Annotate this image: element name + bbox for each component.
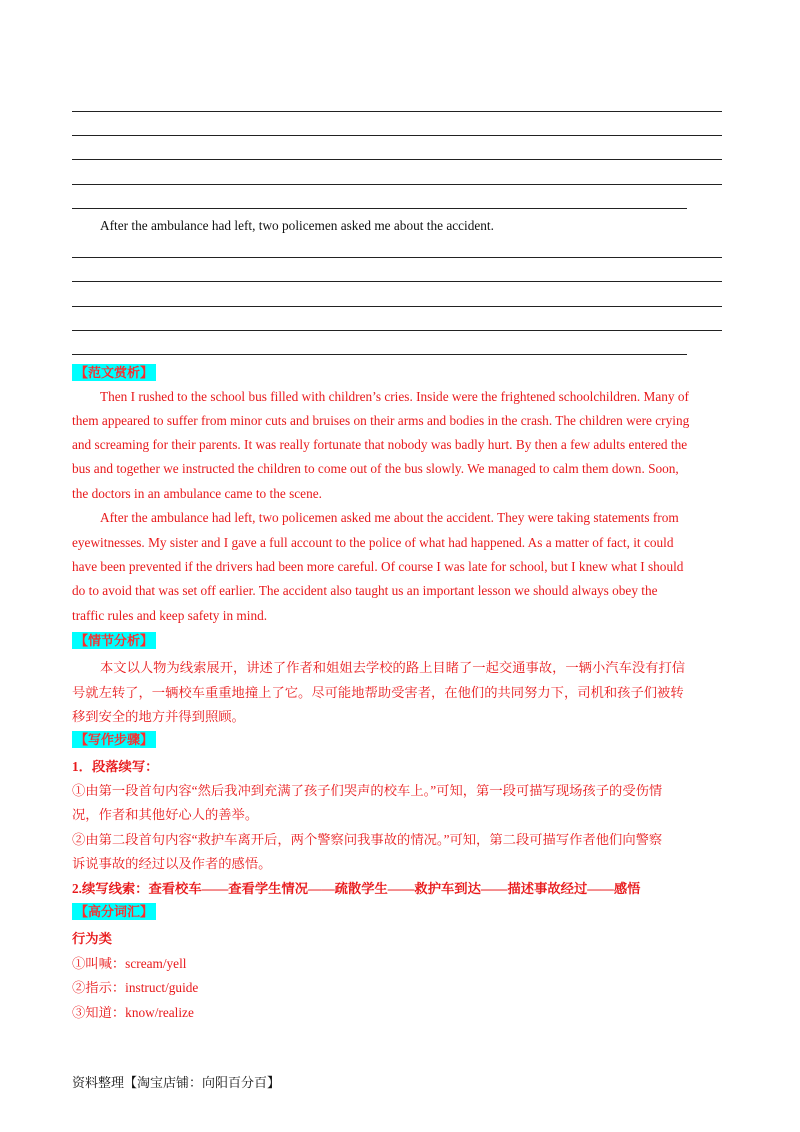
writing-line — [72, 354, 687, 355]
model-essay-line: After the ambulance had left, two policemen asked me about the accident. They were taking statements from — [100, 510, 679, 525]
vocab-item: ①叫喊：scream/yell — [72, 956, 187, 971]
writing-line — [72, 281, 722, 282]
writing-steps-tag: 【写作步骤】 — [72, 731, 156, 748]
model-essay-line: have been prevented if the drivers had been more careful. Of course I was late for school, but I knew what I should — [72, 559, 684, 574]
steps-heading-1: 1．段落续写： — [72, 759, 159, 774]
writing-line — [72, 184, 722, 185]
steps-heading-2: 2.续写线索：查看校车——查看学生情况——疏散学生——救护车到达——描述事故经过——感悟 — [72, 881, 641, 896]
vocab-tag: 【高分词汇】 — [72, 903, 156, 920]
paragraph2-start: After the ambulance had left, two policemen asked me about the accident. — [100, 218, 494, 233]
plot-analysis-line: 移到安全的地方并得到照顾。 — [72, 709, 245, 724]
steps-item-2: ②由第二段首句内容“救护车离开后，两个警察问我事故的情况。”可知，第二段可描写作者他们向警察 — [72, 832, 663, 847]
writing-line — [72, 135, 722, 136]
writing-line — [72, 257, 722, 258]
model-essay-line: and screaming for their parents. It was really fortunate that nobody was badly hurt. By then a few adults entered the — [72, 437, 688, 452]
writing-line — [72, 306, 722, 307]
writing-line — [72, 111, 722, 112]
plot-analysis-tag: 【情节分析】 — [72, 632, 156, 649]
model-essay-line: bus and together we instructed the children to come out of the bus slowly. We managed to calm them down. Soon, — [72, 461, 679, 476]
vocab-category: 行为类 — [72, 931, 112, 946]
model-essay-tag: 【范文赏析】 — [72, 364, 156, 381]
model-essay-line: the doctors in an ambulance came to the scene. — [72, 486, 322, 501]
page-footer: 资料整理【淘宝店铺：向阳百分百】 — [72, 1075, 281, 1090]
plot-analysis-line: 本文以人物为线索展开，讲述了作者和姐姐去学校的路上目睹了一起交通事故，一辆小汽车没有打信 — [100, 660, 686, 675]
steps-item-1-cont: 况，作者和其他好心人的善举。 — [72, 807, 259, 822]
writing-line — [72, 330, 722, 331]
model-essay-line: traffic rules and keep safety in mind. — [72, 608, 268, 623]
writing-line — [72, 159, 722, 160]
model-essay-line: do to avoid that was set off earlier. The accident also taught us an important lesson we should always obey the — [72, 583, 658, 598]
vocab-item: ③知道：know/realize — [72, 1005, 194, 1020]
model-essay-line: eyewitnesses. My sister and I gave a full account to the police of what had happened. As a matter of fact, it could — [72, 535, 674, 550]
model-essay-line: Then I rushed to the school bus filled with children’s cries. Inside were the frightened schoolchildren. Many of — [100, 389, 689, 404]
writing-line — [72, 208, 687, 209]
vocab-item: ②指示：instruct/guide — [72, 980, 199, 995]
model-essay-line: them appeared to suffer from minor cuts and bruises on their arms and bodies in the crash. The children were crying — [72, 413, 690, 428]
steps-item-1: ①由第一段首句内容“然后我冲到充满了孩子们哭声的校车上。”可知，第一段可描写现场孩子的受伤情 — [72, 783, 663, 798]
plot-analysis-line: 号就左转了，一辆校车重重地撞上了它。尽可能地帮助受害者，在他们的共同努力下，司机和孩子们被转 — [72, 685, 684, 700]
steps-item-2-cont: 诉说事故的经过以及作者的感悟。 — [72, 856, 272, 871]
